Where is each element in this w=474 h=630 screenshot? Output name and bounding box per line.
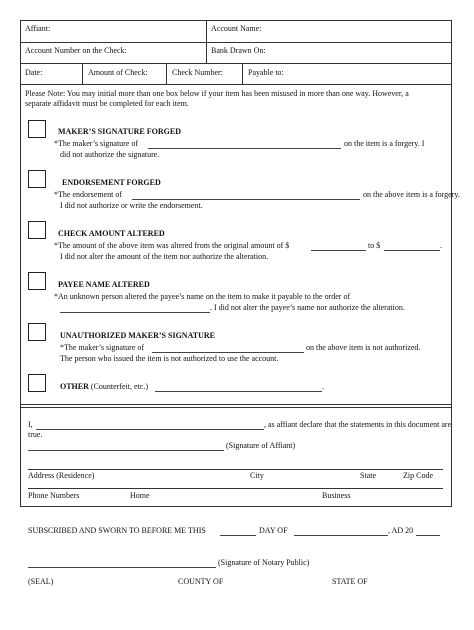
option-title: CHECK AMOUNT ALTERED bbox=[58, 229, 165, 238]
date-field[interactable]: Date: bbox=[25, 68, 43, 77]
option-text: on the item is a forgery. I bbox=[344, 139, 425, 148]
checkbox-payee-altered[interactable] bbox=[28, 272, 46, 290]
checkbox-signature-forged[interactable] bbox=[28, 120, 46, 138]
notary-signature-blank[interactable] bbox=[28, 558, 216, 568]
option-text: . I did not alter the payee’s name nor authorize the alteration. bbox=[210, 303, 405, 312]
blank-line[interactable] bbox=[311, 241, 366, 251]
payable-to-field[interactable]: Payable to: bbox=[248, 68, 284, 77]
grid-line bbox=[242, 63, 243, 84]
home-label: Home bbox=[130, 491, 150, 500]
phone-label: Phone Numbers bbox=[28, 491, 80, 500]
month-blank[interactable] bbox=[294, 526, 388, 536]
account-name-field[interactable]: Account Name: bbox=[211, 24, 262, 33]
account-number-field[interactable]: Account Number on the Check: bbox=[25, 46, 127, 55]
checkbox-amount-altered[interactable] bbox=[28, 221, 46, 239]
option-text: to $ bbox=[368, 241, 381, 250]
option-text: I did not alter the amount of the item nor authorize the alteration. bbox=[60, 252, 269, 261]
option-text: did not authorize the signature. bbox=[60, 150, 160, 159]
checkbox-unauthorized-signature[interactable] bbox=[28, 323, 46, 341]
checkbox-endorsement-forged[interactable] bbox=[28, 170, 46, 188]
city-label: City bbox=[250, 471, 264, 480]
blank-line[interactable] bbox=[384, 241, 440, 251]
declaration-text: true. bbox=[28, 430, 43, 439]
section-divider bbox=[20, 404, 452, 405]
blank-line[interactable] bbox=[132, 190, 360, 200]
option-text: *The endorsement of bbox=[54, 190, 122, 199]
address-label: Address (Residence) bbox=[28, 471, 95, 480]
grid-line bbox=[20, 42, 452, 43]
option-text: *An unknown person altered the payee’s name on the item to make it payable to the order of bbox=[54, 292, 351, 301]
blank-line[interactable] bbox=[60, 303, 210, 313]
notary-text: , AD 20 bbox=[388, 526, 414, 535]
option-text: *The amount of the above item was altered from the original amount of $ bbox=[54, 241, 290, 250]
option-text: The person who issued the item is not authorized to use the account. bbox=[60, 354, 279, 363]
note-line-1: Please Note: You may initial more than one box below if your item has been misused in more than one way. However, a bbox=[25, 89, 409, 98]
state-label: State bbox=[360, 471, 376, 480]
seal-label: (SEAL) bbox=[28, 577, 54, 586]
option-text: I did not authorize or write the endorsement. bbox=[60, 201, 203, 210]
address-line[interactable] bbox=[28, 469, 443, 470]
option-text: . bbox=[322, 382, 324, 391]
grid-line bbox=[20, 63, 452, 64]
affiant-name-blank[interactable] bbox=[36, 420, 264, 430]
amount-of-check-field[interactable]: Amount of Check: bbox=[88, 68, 148, 77]
grid-line bbox=[82, 63, 83, 84]
affiant-field[interactable]: Affiant: bbox=[25, 24, 51, 33]
grid-line bbox=[20, 84, 452, 85]
checkbox-other[interactable] bbox=[28, 374, 46, 392]
signature-label: (Signature of Affiant) bbox=[226, 441, 296, 450]
note-line-2: separate affidavit must be completed for each item. bbox=[25, 99, 189, 108]
option-text: *The maker’s signature of bbox=[60, 343, 145, 352]
option-text: . bbox=[440, 241, 442, 250]
declaration-text: , as affiant declare that the statements in this document are bbox=[264, 420, 452, 429]
blank-line[interactable] bbox=[152, 343, 304, 353]
option-text: on the above item is a forgery. bbox=[363, 190, 460, 199]
declaration-text: I, bbox=[28, 420, 33, 429]
blank-line[interactable] bbox=[148, 139, 341, 149]
option-text: *The maker’s signature of bbox=[54, 139, 139, 148]
county-label: COUNTY OF bbox=[178, 577, 224, 586]
year-blank[interactable] bbox=[416, 526, 440, 536]
day-blank[interactable] bbox=[220, 526, 256, 536]
option-title-other: OTHER (Counterfeit, etc.) bbox=[60, 382, 148, 391]
business-label: Business bbox=[322, 491, 351, 500]
blank-line[interactable] bbox=[155, 382, 322, 392]
section-divider bbox=[20, 407, 452, 408]
option-title: MAKER’S SIGNATURE FORGED bbox=[58, 127, 181, 136]
phone-line[interactable] bbox=[28, 488, 443, 489]
bank-drawn-on-field[interactable]: Bank Drawn On: bbox=[211, 46, 266, 55]
option-title: PAYEE NAME ALTERED bbox=[58, 280, 150, 289]
option-title: ENDORSEMENT FORGED bbox=[62, 178, 161, 187]
zip-label: Zip Code bbox=[403, 471, 433, 480]
state-of-label: STATE OF bbox=[332, 577, 368, 586]
notary-text: DAY OF bbox=[259, 526, 288, 535]
grid-line bbox=[166, 63, 167, 84]
check-number-field[interactable]: Check Number: bbox=[172, 68, 223, 77]
affiant-signature-blank[interactable] bbox=[28, 441, 224, 451]
option-text: on the above item is not authorized. bbox=[306, 343, 421, 352]
grid-line bbox=[206, 20, 207, 63]
option-title: UNAUTHORIZED MAKER’S SIGNATURE bbox=[60, 331, 215, 340]
notary-signature-label: (Signature of Notary Public) bbox=[218, 558, 310, 567]
notary-text: SUBSCRIBED AND SWORN TO BEFORE ME THIS bbox=[28, 526, 206, 535]
